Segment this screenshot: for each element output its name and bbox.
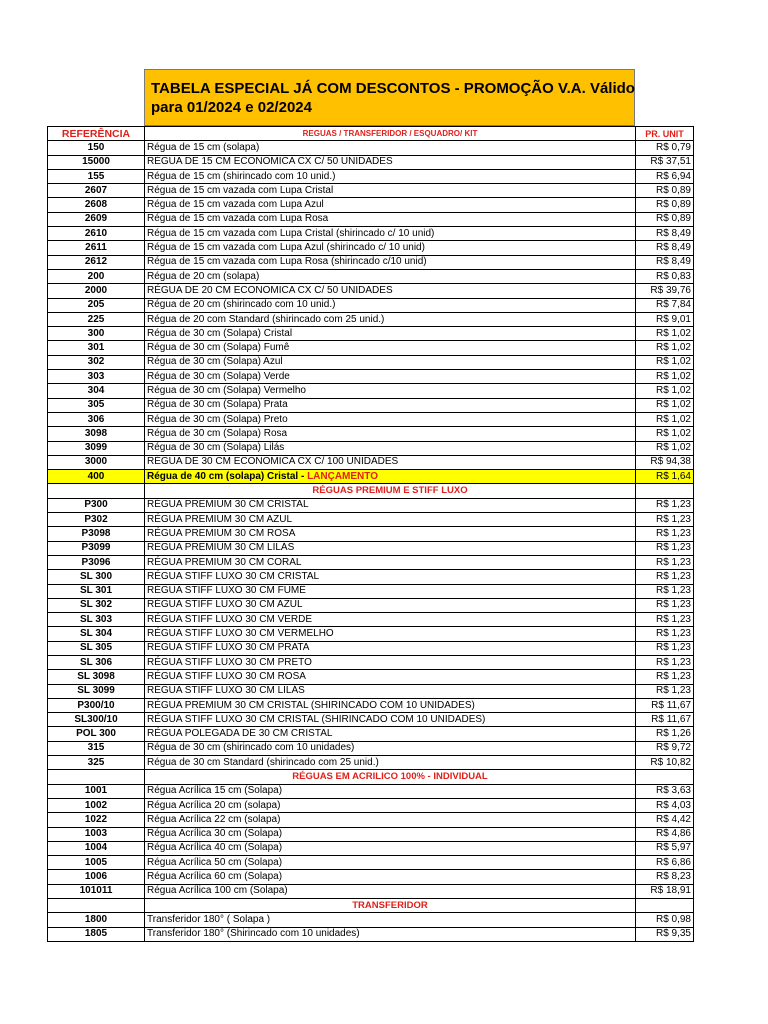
desc-cell: RÉGUA PREMIUM 30 CM ROSA — [145, 527, 636, 541]
desc-cell: RÉGUA STIFF LUXO 30 CM VERMELHO — [145, 627, 636, 641]
ref-cell: 301 — [48, 341, 145, 355]
ref-cell: 2609 — [48, 212, 145, 226]
desc-cell: Régua de 30 cm (Solapa) Preto — [145, 412, 636, 426]
price-cell: R$ 8,49 — [636, 255, 694, 269]
section-price-empty — [636, 899, 694, 913]
desc-cell: RÉGUA STIFF LUXO 30 CM ROSA — [145, 670, 636, 684]
table-row — [48, 398, 694, 412]
desc-cell: Régua Acrílica 60 cm (Solapa) — [145, 870, 636, 884]
title-line-1: TABELA ESPECIAL JÁ COM DESCONTOS - PROMOÇÃO V.A. Válido — [151, 80, 635, 97]
ref-cell: 3099 — [48, 441, 145, 455]
ref-cell: P3098 — [48, 527, 145, 541]
desc-cell: Régua de 15 cm vazada com Lupa Cristal (shirincado c/ 10 unid) — [145, 227, 636, 241]
price-cell: R$ 8,49 — [636, 241, 694, 255]
desc-cell: Régua de 15 cm vazada com Lupa Azul (shirincado c/ 10 unid) — [145, 241, 636, 255]
ref-cell: SL 305 — [48, 641, 145, 655]
price-cell: R$ 0,98 — [636, 913, 694, 927]
ref-cell: 305 — [48, 398, 145, 412]
ref-cell: SL 300 — [48, 570, 145, 584]
table-row — [48, 627, 694, 641]
ref-cell: 2610 — [48, 227, 145, 241]
ref-cell: P3099 — [48, 541, 145, 555]
price-cell: R$ 1,64 — [636, 470, 694, 484]
desc-cell: Régua de 30 cm (Solapa) Rosa — [145, 427, 636, 441]
ref-cell: POL 300 — [48, 727, 145, 741]
ref-cell: 1022 — [48, 813, 145, 827]
price-cell: R$ 3,63 — [636, 784, 694, 798]
ref-cell: 225 — [48, 312, 145, 326]
table-row — [48, 198, 694, 212]
section-row — [48, 770, 694, 784]
price-cell: R$ 9,01 — [636, 312, 694, 326]
table-row — [48, 284, 694, 298]
ref-cell: 400 — [48, 470, 145, 484]
price-cell: R$ 0,79 — [636, 141, 694, 155]
table-row — [48, 327, 694, 341]
price-cell: R$ 6,94 — [636, 169, 694, 183]
price-cell: R$ 1,02 — [636, 412, 694, 426]
desc-cell: RÉGUA PREMIUM 30 CM LILÁS — [145, 541, 636, 555]
price-cell: R$ 1,23 — [636, 584, 694, 598]
table-row — [48, 670, 694, 684]
ref-cell: SL 302 — [48, 598, 145, 612]
price-cell: R$ 1,23 — [636, 598, 694, 612]
ref-cell: 2611 — [48, 241, 145, 255]
table-row — [48, 655, 694, 669]
price-cell: R$ 5,97 — [636, 841, 694, 855]
price-cell: R$ 1,02 — [636, 398, 694, 412]
price-cell: R$ 1,23 — [636, 670, 694, 684]
table-row — [48, 598, 694, 612]
section-ref-empty — [48, 899, 145, 913]
desc-cell: Régua Acrílica 50 cm (Solapa) — [145, 856, 636, 870]
price-cell: R$ 4,03 — [636, 798, 694, 812]
desc-cell: RÉGUA STIFF LUXO 30 CM CRISTAL (SHIRINCADO COM 10 UNIDADES) — [145, 713, 636, 727]
highlight-row — [48, 470, 694, 484]
ref-cell: SL300/10 — [48, 713, 145, 727]
ref-cell: 155 — [48, 169, 145, 183]
table-row — [48, 613, 694, 627]
table-row — [48, 498, 694, 512]
table-row — [48, 355, 694, 369]
desc-cell: Régua de 15 cm vazada com Lupa Rosa (shirincado c/10 unid) — [145, 255, 636, 269]
table-row — [48, 713, 694, 727]
ref-cell: SL 301 — [48, 584, 145, 598]
price-cell: R$ 0,89 — [636, 212, 694, 226]
table-row — [48, 455, 694, 469]
ref-cell: P3096 — [48, 555, 145, 569]
ref-cell: 101011 — [48, 884, 145, 898]
title-line-2: para 01/2024 e 02/2024 — [151, 99, 312, 116]
ref-cell: 300 — [48, 327, 145, 341]
price-cell: R$ 1,23 — [636, 641, 694, 655]
ref-cell: SL 3099 — [48, 684, 145, 698]
table-row — [48, 756, 694, 770]
desc-cell: Transferidor 180° (Shirincado com 10 unidades) — [145, 927, 636, 941]
ref-cell: 150 — [48, 141, 145, 155]
desc-cell: RÉGUA STIFF LUXO 30 CM PRATA — [145, 641, 636, 655]
table-row — [48, 541, 694, 555]
desc-cell: Régua de 15 cm vazada com Lupa Rosa — [145, 212, 636, 226]
section-row — [48, 899, 694, 913]
ref-cell: 15000 — [48, 155, 145, 169]
table-row — [48, 813, 694, 827]
price-cell: R$ 1,23 — [636, 684, 694, 698]
price-cell: R$ 94,38 — [636, 455, 694, 469]
price-cell: R$ 18,91 — [636, 884, 694, 898]
price-cell: R$ 1,23 — [636, 627, 694, 641]
desc-cell: Régua de 30 cm (shirincado com 10 unidades) — [145, 741, 636, 755]
price-table — [47, 126, 694, 942]
table-row — [48, 841, 694, 855]
price-cell: R$ 37,51 — [636, 155, 694, 169]
desc-cell: Régua Acrílica 15 cm (Solapa) — [145, 784, 636, 798]
section-price-empty — [636, 484, 694, 498]
launch-badge: LANÇAMENTO — [307, 470, 378, 482]
desc-cell: RÉGUA DE 20 CM ECONOMICA CX C/ 50 UNIDADES — [145, 284, 636, 298]
desc-cell: RÉGUA PREMIUM 30 CM CORAL — [145, 555, 636, 569]
price-cell: R$ 6,86 — [636, 856, 694, 870]
header-price: PR. UNIT — [636, 127, 694, 141]
desc-cell: Régua Acrílica 20 cm (solapa) — [145, 798, 636, 812]
table-row — [48, 856, 694, 870]
price-cell: R$ 8,49 — [636, 227, 694, 241]
section-title-premium: RÉGUAS PREMIUM E STIFF LUXO — [145, 484, 636, 498]
table-row — [48, 298, 694, 312]
table-row — [48, 184, 694, 198]
price-cell: R$ 1,02 — [636, 341, 694, 355]
table-row — [48, 927, 694, 941]
table-row — [48, 269, 694, 283]
desc-cell: Régua de 30 cm (Solapa) Prata — [145, 398, 636, 412]
price-cell: R$ 0,83 — [636, 269, 694, 283]
table-row — [48, 312, 694, 326]
table-row — [48, 212, 694, 226]
price-cell: R$ 11,67 — [636, 713, 694, 727]
desc-cell: Régua de 30 cm (Solapa) Lilás — [145, 441, 636, 455]
desc-cell: Régua Acrílica 22 cm (solapa) — [145, 813, 636, 827]
desc-cell: Régua de 20 com Standard (shirincado com 25 unid.) — [145, 312, 636, 326]
price-cell: R$ 0,89 — [636, 198, 694, 212]
price-cell: R$ 1,23 — [636, 570, 694, 584]
desc-cell: Régua de 15 cm vazada com Lupa Azul — [145, 198, 636, 212]
desc-cell: Transferidor 180° ( Solapa ) — [145, 913, 636, 927]
table-row — [48, 427, 694, 441]
ref-cell: 302 — [48, 355, 145, 369]
ref-cell: 3098 — [48, 427, 145, 441]
table-row — [48, 341, 694, 355]
ref-cell: 306 — [48, 412, 145, 426]
desc-cell: RÉGUA STIFF LUXO 30 CM CRISTAL — [145, 570, 636, 584]
table-row — [48, 798, 694, 812]
ref-cell: 2612 — [48, 255, 145, 269]
highlight-desc: Régua de 40 cm (solapa) Cristal - — [147, 470, 308, 482]
price-cell: R$ 1,26 — [636, 727, 694, 741]
section-price-empty — [636, 770, 694, 784]
ref-cell: 3000 — [48, 455, 145, 469]
table-row — [48, 370, 694, 384]
ref-cell: 315 — [48, 741, 145, 755]
section-title-transferidor: TRANSFERIDOR — [145, 899, 636, 913]
desc-cell: Régua de 30 cm Standard (shirincado com 25 unid.) — [145, 756, 636, 770]
desc-cell: RÉGUA DE 30 CM ECONOMICA CX C/ 100 UNIDADES — [145, 455, 636, 469]
ref-cell: SL 3098 — [48, 670, 145, 684]
section-title-acrilico: RÉGUAS EM ACRILICO 100% - INDIVIDUAL — [145, 770, 636, 784]
table-row — [48, 570, 694, 584]
table-row — [48, 870, 694, 884]
title-banner — [144, 69, 635, 126]
table-row — [48, 698, 694, 712]
desc-cell: RÉGUA PREMIUM 30 CM CRISTAL — [145, 498, 636, 512]
desc-cell: Régua de 30 cm (Solapa) Verde — [145, 370, 636, 384]
table-row — [48, 141, 694, 155]
price-cell: R$ 10,82 — [636, 756, 694, 770]
desc-cell: Régua de 30 cm (Solapa) Vermelho — [145, 384, 636, 398]
price-cell: R$ 0,89 — [636, 184, 694, 198]
desc-cell: Régua de 30 cm (Solapa) Azul — [145, 355, 636, 369]
section-row — [48, 484, 694, 498]
header-row — [48, 127, 694, 141]
ref-cell: 200 — [48, 269, 145, 283]
desc-cell: Régua Acrílica 40 cm (Solapa) — [145, 841, 636, 855]
ref-cell: 1005 — [48, 856, 145, 870]
header-ref: REFERÊNCIA — [48, 127, 145, 141]
desc-cell: RÉGUA DE 15 CM ECONOMICA CX C/ 50 UNIDADES — [145, 155, 636, 169]
desc-cell: Régua de 30 cm (Solapa) Cristal — [145, 327, 636, 341]
price-cell: R$ 4,86 — [636, 827, 694, 841]
ref-cell: 304 — [48, 384, 145, 398]
table-row — [48, 384, 694, 398]
table-row — [48, 555, 694, 569]
price-cell: R$ 11,67 — [636, 698, 694, 712]
table-row — [48, 441, 694, 455]
price-cell: R$ 1,23 — [636, 513, 694, 527]
ref-cell: P300/10 — [48, 698, 145, 712]
price-cell: R$ 1,02 — [636, 355, 694, 369]
desc-cell: Régua Acrílica 30 cm (Solapa) — [145, 827, 636, 841]
desc-cell: RÉGUA STIFF LUXO 30 CM FUMÊ — [145, 584, 636, 598]
ref-cell: 303 — [48, 370, 145, 384]
price-cell: R$ 1,23 — [636, 655, 694, 669]
ref-cell: 1004 — [48, 841, 145, 855]
ref-cell: 325 — [48, 756, 145, 770]
price-cell: R$ 1,02 — [636, 427, 694, 441]
desc-cell: RÉGUA POLEGADA DE 30 CM CRISTAL — [145, 727, 636, 741]
price-cell: R$ 1,02 — [636, 327, 694, 341]
desc-cell: Régua de 30 cm (Solapa) Fumê — [145, 341, 636, 355]
ref-cell: SL 303 — [48, 613, 145, 627]
table-row — [48, 155, 694, 169]
desc-cell: Régua de 20 cm (solapa) — [145, 269, 636, 283]
ref-cell: 1006 — [48, 870, 145, 884]
price-cell: R$ 1,02 — [636, 441, 694, 455]
desc-cell: RÉGUA STIFF LUXO 30 CM VERDE — [145, 613, 636, 627]
price-cell: R$ 1,23 — [636, 527, 694, 541]
price-cell: R$ 4,42 — [636, 813, 694, 827]
table-row — [48, 727, 694, 741]
table-row — [48, 169, 694, 183]
header-desc: REGUAS / TRANSFERIDOR / ESQUADRO/ KIT — [145, 127, 636, 141]
desc-cell: Régua Acrílica 100 cm (Solapa) — [145, 884, 636, 898]
ref-cell: 1805 — [48, 927, 145, 941]
table-row — [48, 884, 694, 898]
ref-cell: 2607 — [48, 184, 145, 198]
ref-cell: 2000 — [48, 284, 145, 298]
table-row — [48, 227, 694, 241]
table-row — [48, 827, 694, 841]
ref-cell: P302 — [48, 513, 145, 527]
table-row — [48, 741, 694, 755]
table-row — [48, 913, 694, 927]
price-cell: R$ 7,84 — [636, 298, 694, 312]
desc-cell: RÉGUA STIFF LUXO 30 CM LILÁS — [145, 684, 636, 698]
desc-cell: RÉGUA STIFF LUXO 30 CM PRETO — [145, 655, 636, 669]
ref-cell: SL 304 — [48, 627, 145, 641]
table-row — [48, 684, 694, 698]
section-ref-empty — [48, 770, 145, 784]
price-cell: R$ 9,72 — [636, 741, 694, 755]
ref-cell: 1002 — [48, 798, 145, 812]
desc-cell: RÉGUA PREMIUM 30 CM AZUL — [145, 513, 636, 527]
desc-cell: RÉGUA PREMIUM 30 CM CRISTAL (SHIRINCADO COM 10 UNIDADES) — [145, 698, 636, 712]
table-row — [48, 513, 694, 527]
section-ref-empty — [48, 484, 145, 498]
price-table-body — [48, 141, 694, 942]
ref-cell: 2608 — [48, 198, 145, 212]
ref-cell: 1001 — [48, 784, 145, 798]
table-row — [48, 241, 694, 255]
table-row — [48, 255, 694, 269]
table-row — [48, 784, 694, 798]
price-cell: R$ 1,02 — [636, 384, 694, 398]
table-row — [48, 641, 694, 655]
desc-cell: Régua de 20 cm (shirincado com 10 unid.) — [145, 298, 636, 312]
price-cell: R$ 1,23 — [636, 498, 694, 512]
desc-cell: Régua de 15 cm (solapa) — [145, 141, 636, 155]
ref-cell: P300 — [48, 498, 145, 512]
price-cell: R$ 1,23 — [636, 555, 694, 569]
ref-cell: 205 — [48, 298, 145, 312]
desc-cell: Régua de 15 cm (shirincado com 10 unid.) — [145, 169, 636, 183]
table-row — [48, 584, 694, 598]
price-cell: R$ 9,35 — [636, 927, 694, 941]
table-row — [48, 412, 694, 426]
ref-cell: SL 306 — [48, 655, 145, 669]
ref-cell: 1003 — [48, 827, 145, 841]
desc-cell — [145, 470, 636, 484]
desc-cell: RÉGUA STIFF LUXO 30 CM AZUL — [145, 598, 636, 612]
price-cell: R$ 1,23 — [636, 613, 694, 627]
price-cell: R$ 1,23 — [636, 541, 694, 555]
price-cell: R$ 8,23 — [636, 870, 694, 884]
desc-cell: Régua de 15 cm vazada com Lupa Cristal — [145, 184, 636, 198]
table-row — [48, 527, 694, 541]
price-cell: R$ 39,76 — [636, 284, 694, 298]
ref-cell: 1800 — [48, 913, 145, 927]
price-cell: R$ 1,02 — [636, 370, 694, 384]
